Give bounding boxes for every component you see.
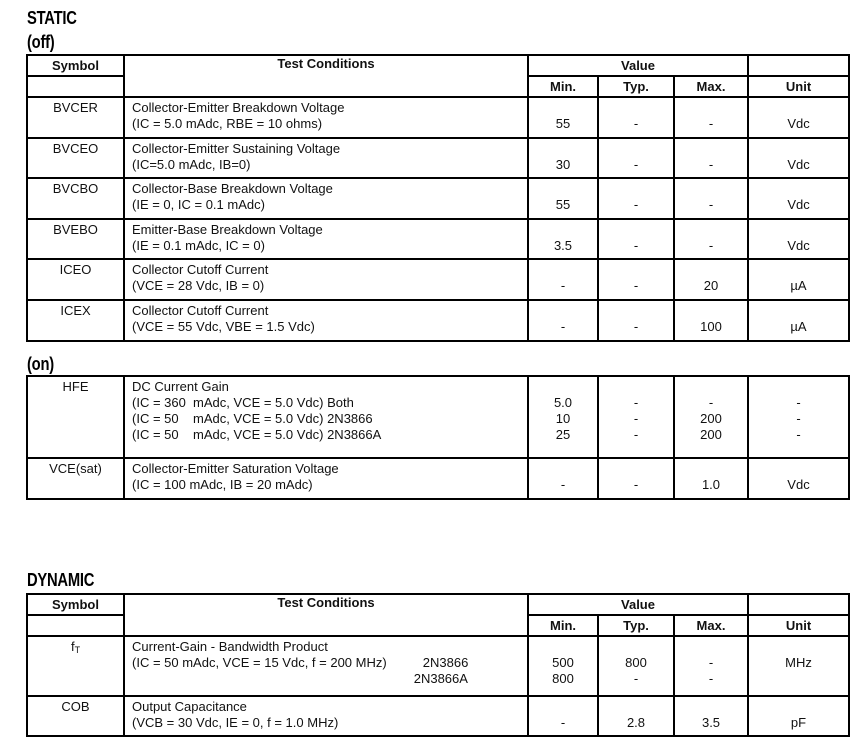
header-test-conditions: Test Conditions [124,55,528,97]
max-value: 100 [700,319,722,334]
max-value: - [708,197,714,212]
dynamic-table [26,593,850,737]
symbol: ICEX [60,303,91,318]
condition-line: (VCE = 55 Vdc, VBE = 1.5 Vdc) [132,319,315,334]
header-max: Max. [674,615,748,636]
max-cell [674,458,748,499]
min-value: 800 [552,671,574,686]
min-value: 25 [555,427,571,442]
symbol: f [70,639,75,654]
table-row [27,219,849,259]
symbol-cell [27,178,124,219]
typ-value: - [633,116,639,131]
conditions-cell [124,97,528,138]
condition-line: Collector-Base Breakdown Voltage [132,181,333,196]
table-row [27,97,849,138]
unit-value: Vdc [787,157,810,172]
typ-value: - [633,477,639,492]
symbol: BVEBO [53,222,98,237]
header-unit-blank [748,55,849,76]
typ-cell [598,178,674,219]
max-value: 20 [703,278,719,293]
unit-cell [748,259,849,300]
max-value: 200 [700,411,722,426]
condition-line: (IC=5.0 mAdc, IB=0) [132,157,251,172]
symbol: BVCBO [52,181,99,196]
unit-value: pF [790,715,807,730]
condition-line: DC Current Gain [132,379,229,394]
condition-line: Collector-Emitter Breakdown Voltage [132,100,345,115]
min-cell [528,259,598,300]
min-cell [528,696,598,736]
max-value: - [708,116,714,131]
unit-value: Vdc [787,197,810,212]
symbol: BVCEO [52,141,99,156]
conditions-cell [124,178,528,219]
condition-line: Collector Cutoff Current [132,303,269,318]
table-row [27,376,849,458]
min-value: 55 [555,197,571,212]
condition-line: (IC = 50 mAdc, VCE = 5.0 Vdc) 2N3866 [132,411,373,426]
min-cell [528,636,598,696]
conditions-cell [124,458,528,499]
min-value: 10 [555,411,571,426]
conditions-cell [124,636,528,696]
max-value: 200 [700,427,722,442]
header-symbol: Symbol [27,55,124,76]
symbol-cell [27,636,124,696]
min-value: 5.0 [553,395,573,410]
max-cell [674,219,748,259]
symbol: COB [61,699,90,714]
typ-cell [598,259,674,300]
off-heading: (off) [27,32,55,52]
unit-value: Vdc [787,477,810,492]
condition-line: (IC = 50 mAdc, VCE = 5.0 Vdc) 2N3866A [132,427,382,442]
unit-cell [748,696,849,736]
symbol-cell [27,458,124,499]
typ-value: - [633,427,639,442]
max-cell [674,696,748,736]
unit-value: - [796,395,801,410]
max-value: - [708,395,714,410]
min-cell [528,376,598,458]
header-symbol-blank [27,615,124,636]
unit-value: MHz [785,655,812,670]
table-row [27,458,849,499]
condition-line: (IE = 0.1 mAdc, IC = 0) [132,238,265,253]
static-on-table [26,375,850,500]
conditions-cell [124,376,528,458]
condition-line: Collector Cutoff Current [132,262,269,277]
condition-line: Emitter-Base Breakdown Voltage [132,222,323,237]
header-symbol: Symbol [27,594,124,615]
typ-cell [598,696,674,736]
unit-cell [748,636,849,696]
header-unit: Unit [748,76,849,97]
min-value: - [560,278,566,293]
header-typ: Typ. [598,615,674,636]
max-cell [674,178,748,219]
max-value: 1.0 [701,477,721,492]
conditions-cell [124,259,528,300]
header-unit: Unit [748,615,849,636]
min-cell [528,300,598,341]
header-value: Value [528,55,748,76]
static-off-table [26,54,850,342]
table-row [27,636,849,696]
header-typ: Typ. [598,76,674,97]
typ-cell [598,219,674,259]
conditions-cell [124,138,528,178]
max-value: - [708,671,714,686]
typ-value: - [633,197,639,212]
static-heading: STATIC [27,8,77,28]
header-test-conditions: Test Conditions [124,594,528,636]
unit-cell [748,138,849,178]
condition-line: (IE = 0, IC = 0.1 mAdc) [132,197,265,212]
typ-value: - [633,671,639,686]
condition-line: Current-Gain - Bandwidth Product [132,639,328,654]
typ-cell [598,138,674,178]
max-cell [674,636,748,696]
typ-cell [598,97,674,138]
max-cell [674,300,748,341]
typ-value: - [633,319,639,334]
unit-cell [748,376,849,458]
symbol-cell [27,259,124,300]
typ-value: - [633,238,639,253]
table-row [27,138,849,178]
min-value: 500 [552,655,574,670]
header-row [27,594,849,615]
max-value: - [708,655,714,670]
table-row [27,178,849,219]
symbol-cell [27,696,124,736]
max-value: 3.5 [701,715,721,730]
unit-cell [748,97,849,138]
symbol-subscript: T [74,645,81,655]
typ-cell [598,636,674,696]
min-cell [528,97,598,138]
symbol-cell [27,97,124,138]
max-cell [674,97,748,138]
symbol-cell [27,376,124,458]
min-value: 30 [555,157,571,172]
conditions-cell [124,696,528,736]
min-cell [528,138,598,178]
typ-value: - [633,395,639,410]
unit-cell [748,178,849,219]
typ-cell [598,300,674,341]
header-value: Value [528,594,748,615]
condition-line: (IC = 5.0 mAdc, RBE = 10 ohms) [132,116,323,131]
symbol: ICEO [59,262,92,277]
unit-cell [748,300,849,341]
header-symbol-blank [27,76,124,97]
unit-value: Vdc [787,116,810,131]
conditions-cell [124,300,528,341]
table-row [27,696,849,736]
symbol: BVCER [53,100,98,115]
header-unit-blank [748,594,849,615]
condition-line: (IC = 100 mAdc, IB = 20 mAdc) [132,477,313,492]
max-value: - [708,238,714,253]
typ-value: 2.8 [626,715,646,730]
symbol: VCE(sat) [49,461,102,476]
condition-line: Collector-Emitter Sustaining Voltage [132,141,341,156]
typ-cell [598,376,674,458]
unit-value: µA [790,278,807,293]
typ-value: 800 [625,655,647,670]
condition-line: 2N3866A [132,671,468,686]
condition-line: Collector-Emitter Saturation Voltage [132,461,339,476]
unit-value: µA [790,319,807,334]
min-cell [528,219,598,259]
condition-line: Output Capacitance [132,699,247,714]
symbol-cell [27,138,124,178]
min-value: 3.5 [553,238,573,253]
min-value: - [560,477,566,492]
header-max: Max. [674,76,748,97]
condition-line: (VCB = 30 Vdc, IE = 0, f = 1.0 MHz) [132,715,339,730]
typ-value: - [633,278,639,293]
max-cell [674,259,748,300]
unit-value: - [796,411,801,426]
unit-cell [748,219,849,259]
dynamic-heading: DYNAMIC [27,570,95,590]
max-cell [674,138,748,178]
conditions-cell [124,219,528,259]
typ-value: - [633,157,639,172]
min-cell [528,178,598,219]
symbol: HFE [62,379,89,394]
max-value: - [708,157,714,172]
symbol-cell [27,300,124,341]
condition-line: (VCE = 28 Vdc, IB = 0) [132,278,265,293]
condition-line: (IC = 50 mAdc, VCE = 15 Vdc, f = 200 MHz) 2N3866 [132,655,469,670]
unit-value: - [796,427,801,442]
header-min: Min. [528,615,598,636]
typ-cell [598,458,674,499]
max-cell [674,376,748,458]
min-value: - [560,715,566,730]
min-cell [528,458,598,499]
table-row [27,300,849,341]
header-min: Min. [528,76,598,97]
typ-value: - [633,411,639,426]
on-heading: (on) [27,354,54,374]
symbol-cell [27,219,124,259]
header-row [27,55,849,76]
condition-line: (IC = 360 mAdc, VCE = 5.0 Vdc) Both [132,395,354,410]
unit-cell [748,458,849,499]
min-value: 55 [555,116,571,131]
unit-value: Vdc [787,238,810,253]
table-row [27,259,849,300]
min-value: - [560,319,566,334]
